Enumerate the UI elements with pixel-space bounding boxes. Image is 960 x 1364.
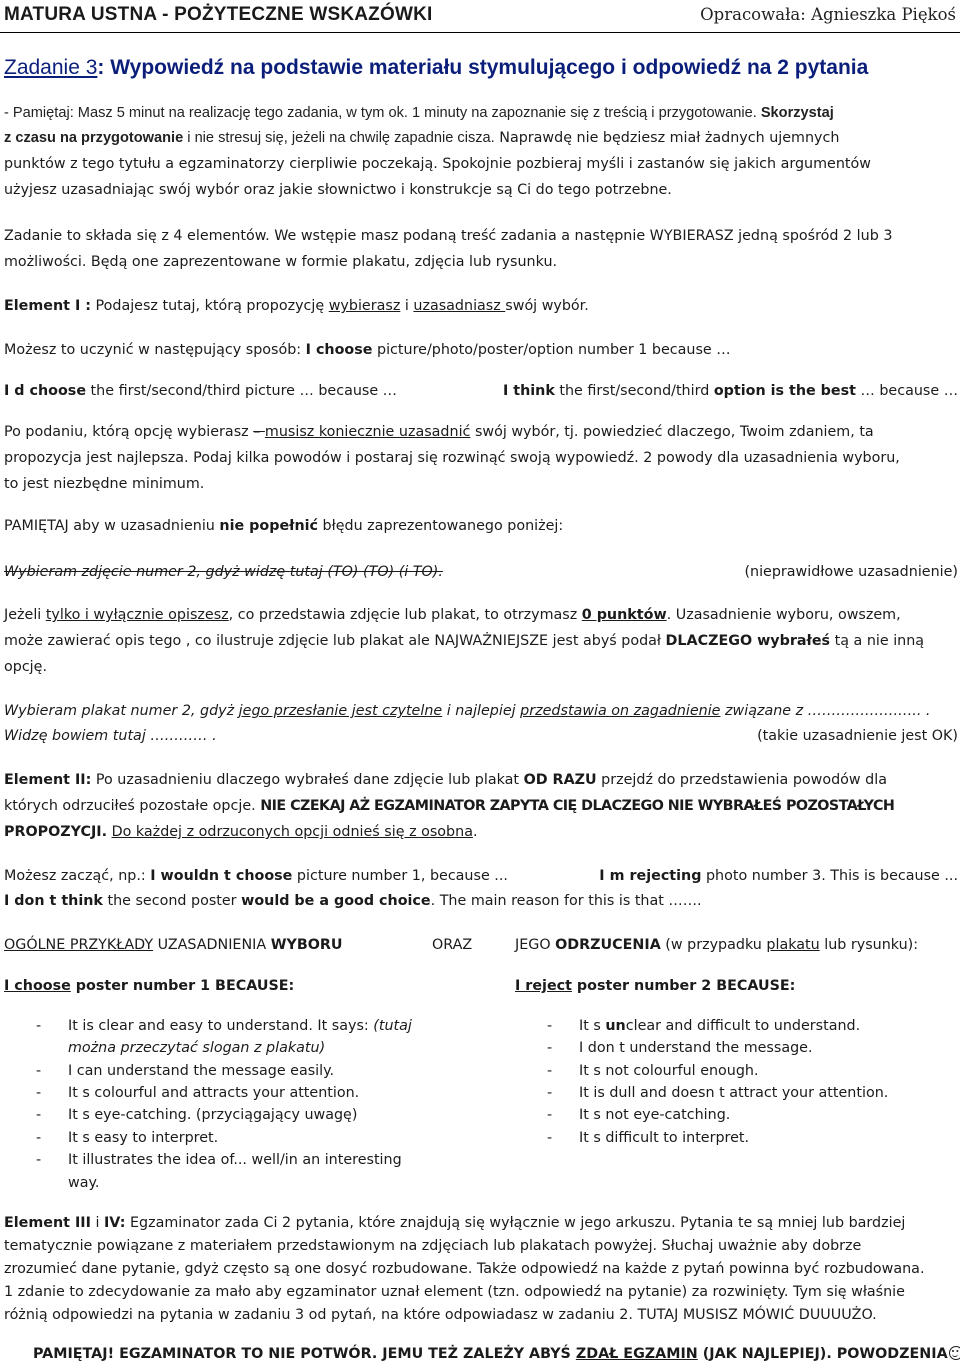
parts-line-1: Zadanie to składa się z 4 elementów. We wstępie masz podaną treść zadania a następnie WYBIERASZ jedną spośród 2 lub 3 [4, 228, 893, 244]
list-text: I can understand the message easily. [68, 1063, 335, 1079]
describe-line-1 [4, 607, 901, 623]
list-text: It s easy to interpret. [68, 1130, 219, 1146]
list-dash: - [547, 1040, 553, 1056]
reject-bold: I don t think [4, 893, 103, 909]
element2-line-1 [4, 772, 887, 788]
element1-underline: wybierasz [328, 298, 401, 314]
list-text: It s eye-catching. (przyciągający uwagę) [68, 1107, 358, 1123]
correct-text: i najlepiej [442, 703, 521, 719]
describe-bold: DLACZEGO wybrałeś [665, 633, 831, 649]
element34-label: IV: [103, 1215, 126, 1231]
element2-text: przejdź do przedstawienia powodów dla [596, 772, 887, 788]
intro-bold: Skorzystaj [760, 105, 834, 121]
describe-underline: tylko i wyłącznie opiszesz [45, 607, 229, 623]
general-text: JEGO [515, 937, 556, 953]
intro-text: i nie stresuj się, jeżeli na chwilę zapadnie cisza. [183, 130, 495, 146]
reject-heading-text: poster number 2 BECAUSE: [571, 978, 796, 994]
general-text: (w przypadku [660, 937, 767, 953]
element34-text: i [90, 1215, 104, 1231]
list-text: It s difficult to interpret. [579, 1130, 750, 1146]
section-title [4, 56, 868, 80]
example2-left [4, 383, 397, 399]
example1-text: Możesz to uczynić w następujący sposób: [4, 342, 306, 358]
correct-text: związane z ……………….….. . [720, 703, 931, 719]
describe-line-3: opcję. [4, 659, 47, 675]
element34-line-3: zrozumieć dane pytanie, gdyż często są one dosyć rozbudowane. Także odpowiedź na każde z pytań powinna być rozbudowana. [4, 1261, 925, 1277]
list-text: It is dull and doesn t attract your attention. [579, 1085, 889, 1101]
list-dash: - [547, 1063, 553, 1079]
smiley-icon [949, 1346, 960, 1360]
choose-list [36, 1018, 476, 1198]
list-text: way. [68, 1175, 100, 1191]
reject-text: the second poster [102, 893, 242, 909]
element2-bold: OD RAZU [523, 772, 597, 788]
choose-heading-text: poster number 1 BECAUSE: [70, 978, 295, 994]
list-text: It s colourful and attracts your attention. [68, 1085, 360, 1101]
general-heading-right [515, 937, 918, 953]
list-text: It is clear and easy to understand. It says: (tutaj [68, 1018, 412, 1034]
intro-text: - Pamiętaj: Masz 5 minut na realizację tego zadania, w tym ok. 1 minuty na zapoznanie się z treścią i przygotowanie. [4, 105, 761, 121]
element2-underline: Do każdej z odrzuconych opcji odnieś się z osobna [111, 824, 473, 840]
element2-text: Po uzasadnieniu dlaczego wybrałeś dane zdjęcie lub plakat [91, 772, 524, 788]
intro-line-3 [4, 156, 871, 172]
intro-line-1 [4, 105, 834, 121]
example1-bold: I choose [305, 342, 373, 358]
general-text: lub rysunku): [819, 937, 919, 953]
section-title-label: Zadanie 3 [4, 56, 98, 79]
choose-heading [4, 978, 294, 994]
footer-underline: ZDAŁ EGZAMIN [575, 1346, 698, 1362]
general-underline: plakatu [766, 937, 820, 953]
justify-line-3: to jest niezbędne minimum. [4, 476, 205, 492]
warning-bold: nie popełnić [219, 518, 319, 534]
element34-line-4: 1 zdanie to zdecydowanie za mało aby egzaminator uznał element (tzn. odpowiedź na pytanie) za rozwinięty. Tym się właśnie [4, 1284, 905, 1300]
reject-text: . The main reason for this is that ……. [430, 893, 702, 909]
justify-underline: musisz koniecznie uzasadnić [264, 424, 471, 440]
reject-text: Możesz zacząć, np.: [4, 868, 151, 884]
element1-underline: uzasadniasz [413, 298, 506, 314]
element2-text: których odrzuciłeś pozostałe opcje. [4, 798, 261, 814]
footer-note [33, 1346, 960, 1362]
justify-text: swój wybór, tj. powiedzieć dlaczego, Twoim zdaniem, ta [470, 424, 874, 440]
correct-line-2: Widzę bowiem tutaj ………… . [4, 728, 217, 744]
element1-text: Podajesz tutaj, którą propozycję [90, 298, 329, 314]
list-text: I don t understand the message. [579, 1040, 813, 1056]
reject-bold: would be a good choice [241, 893, 431, 909]
list-dash: - [547, 1085, 553, 1101]
header-title: MATURA USTNA - POŻYTECZNE WSKAZÓWKI [4, 4, 433, 25]
intro-line-4: użyjesz uzasadniając swój wybór oraz jakie słownictwo i konstrukcje są Ci do tego potrzebne. [4, 182, 672, 198]
list-text: It s unclear and difficult to understand. [579, 1018, 861, 1034]
reject-example-line-2 [4, 893, 702, 909]
example2-bold: option is the best [713, 383, 856, 399]
describe-line-2 [4, 633, 924, 649]
warning-text: PAMIĘTAJ aby w uzasadnieniu [4, 518, 220, 534]
intro-text: Naprawdę nie będziesz miał żadnych ujemnych [494, 130, 840, 146]
element1-line [4, 298, 589, 314]
example1-line [4, 342, 731, 358]
element34-label: Element III [4, 1215, 91, 1231]
describe-text: , co przedstawia zdjęcie lub plakat, to otrzymasz [228, 607, 582, 623]
reject-bold: I m rejecting [599, 868, 702, 884]
correct-text: Wybieram plakat numer 2, gdyż [4, 703, 239, 719]
warning-text: błędu zaprezentowanego poniżej: [318, 518, 564, 534]
general-bold: WYBORU [270, 937, 343, 953]
reject-text: photo number 3. This is because ... [701, 868, 958, 884]
general-heading-left [4, 937, 343, 953]
list-dash: - [36, 1152, 42, 1168]
element1-text: swój wybór. [505, 298, 589, 314]
example2-text: the first/second/third picture … because … [86, 383, 397, 399]
reject-heading [515, 978, 795, 994]
footer-text: PAMIĘTAJ! EGZAMINATOR TO NIE POTWÓR. JEMU TEŻ ZALEŻY ABYŚ [33, 1346, 576, 1362]
general-text: UZASADNIENIA [153, 937, 271, 953]
header-divider [0, 32, 960, 33]
wrong-example: Wybieram zdjęcie numer 2, gdyż widzę tutaj (TO) (TO) (i TO). [4, 564, 443, 580]
list-dash: - [547, 1130, 553, 1146]
example2-text: … because … [855, 383, 958, 399]
reject-text: picture number 1, because ... [292, 868, 508, 884]
describe-zero-points: 0 punktów [581, 607, 667, 623]
element2-line-3 [4, 824, 478, 840]
general-underline: OGÓLNE PRZYKŁADY [4, 937, 154, 953]
element34-text: Egzaminator zada Ci 2 pytania, które znajdują się wyłącznie w jego arkuszu. Pytania te są mniej lub bardziej [125, 1215, 906, 1231]
element34-line-5: różnią odpowiedzi na pytania w zadaniu 3 od pytań, na które odpowiadasz w zadaniu 2. TUTAJ MUSISZ MÓWIĆ DUUUUŻO. [4, 1307, 877, 1323]
choose-heading-underline: I choose [4, 978, 71, 994]
correct-underline: jego przesłanie jest czytelne [238, 703, 443, 719]
correct-underline: przedstawia on zagadnienie [520, 703, 721, 719]
list-dash: - [36, 1107, 42, 1123]
element2-line-2 [4, 798, 894, 814]
general-bold: ODRZUCENIA [555, 937, 661, 953]
list-dash: - [547, 1018, 553, 1034]
list-dash: - [547, 1107, 553, 1123]
example2-right [503, 383, 958, 399]
intro-text: Spokojnie pozbieraj myśli i zastanów się jakich argumentów [437, 156, 871, 172]
example2-bold: I d choose [4, 383, 87, 399]
example2-bold: I think [502, 383, 555, 399]
example1-text: picture/photo/poster/option number 1 because … [372, 342, 731, 358]
example2-text: the first/second/third [554, 383, 714, 399]
element2-bold: NIE CZEKAJ AŻ EGZAMINATOR ZAPYTA CIĘ DLACZEGO NIE WYBRAŁEŚ POZOSTAŁYCH [260, 798, 895, 814]
list-dash: - [36, 1018, 42, 1034]
list-text: It illustrates the idea of... well/in an interesting [68, 1152, 402, 1168]
justify-line-2: propozycja jest najlepsza. Podaj kilka powodów i postaraj się rozwinąć swoją wypowiedź. 2 powody dla uzasadnienia wyboru, [4, 450, 900, 466]
element2-bold: PROPOZYCJI. [4, 824, 108, 840]
reject-example-left [4, 868, 508, 884]
list-text: It s not eye-catching. [579, 1107, 731, 1123]
footer-text: (JAK NAJLEPIEJ). POWODZENIA [697, 1346, 948, 1362]
describe-text: może zawierać opis tego , co ilustruje zdjęcie lub plakat ale NAJWAŻNIEJSZE jest abyś podał [4, 633, 666, 649]
intro-line-2 [4, 130, 839, 146]
parts-line-2: możliwości. Będą one zaprezentowane w formie plakatu, zdjęcia lub rysunku. [4, 254, 558, 270]
describe-text: . Uzasadnienie wyboru, owszem, [666, 607, 901, 623]
element1-label: Element I : [4, 298, 91, 314]
reject-example-right [599, 868, 958, 884]
justify-text: Po podaniu, którą opcję wybierasz [4, 424, 254, 440]
wrong-note: (nieprawidłowe uzasadnienie) [744, 564, 958, 580]
list-dash: - [36, 1085, 42, 1101]
describe-text: tą a nie inną [830, 633, 925, 649]
list-dash: - [36, 1130, 42, 1146]
intro-bold: z czasu na przygotowanie [4, 130, 184, 146]
list-dash: - [36, 1063, 42, 1079]
describe-text: Jeżeli [4, 607, 46, 623]
element34-line-2: tematycznie powiązane z materiałem przedstawionym na zdjęciach lub plakatach powyżej. Słuchaj uważnie aby dobrze [4, 1238, 862, 1254]
list-text: można przeczytać slogan z plakatu) [68, 1040, 326, 1056]
header-author: Opracowała: Agnieszka Piękoś [700, 5, 956, 24]
justify-strike: – [253, 424, 265, 440]
list-text: It s not colourful enough. [579, 1063, 759, 1079]
reject-bold: I wouldn t choose [150, 868, 293, 884]
element2-text: . [472, 824, 478, 840]
intro-text: punktów z tego tytułu a egzaminatorzy cierpliwie poczekają. [4, 156, 438, 172]
element1-text: i [400, 298, 414, 314]
general-heading-oraz: ORAZ [432, 937, 473, 953]
justify-line-1 [4, 424, 874, 440]
section-title-text: : Wypowiedź na podstawie materiału stymulującego i odpowiedź na 2 pytania [97, 56, 869, 79]
correct-line-1 [4, 703, 930, 719]
correct-note: (takie uzasadnienie jest OK) [757, 728, 958, 744]
reject-heading-underline: I reject [515, 978, 572, 994]
element2-label: Element II: [4, 772, 92, 788]
reject-list [547, 1018, 947, 1158]
warning-line [4, 518, 563, 534]
element34-line-1 [4, 1215, 905, 1231]
